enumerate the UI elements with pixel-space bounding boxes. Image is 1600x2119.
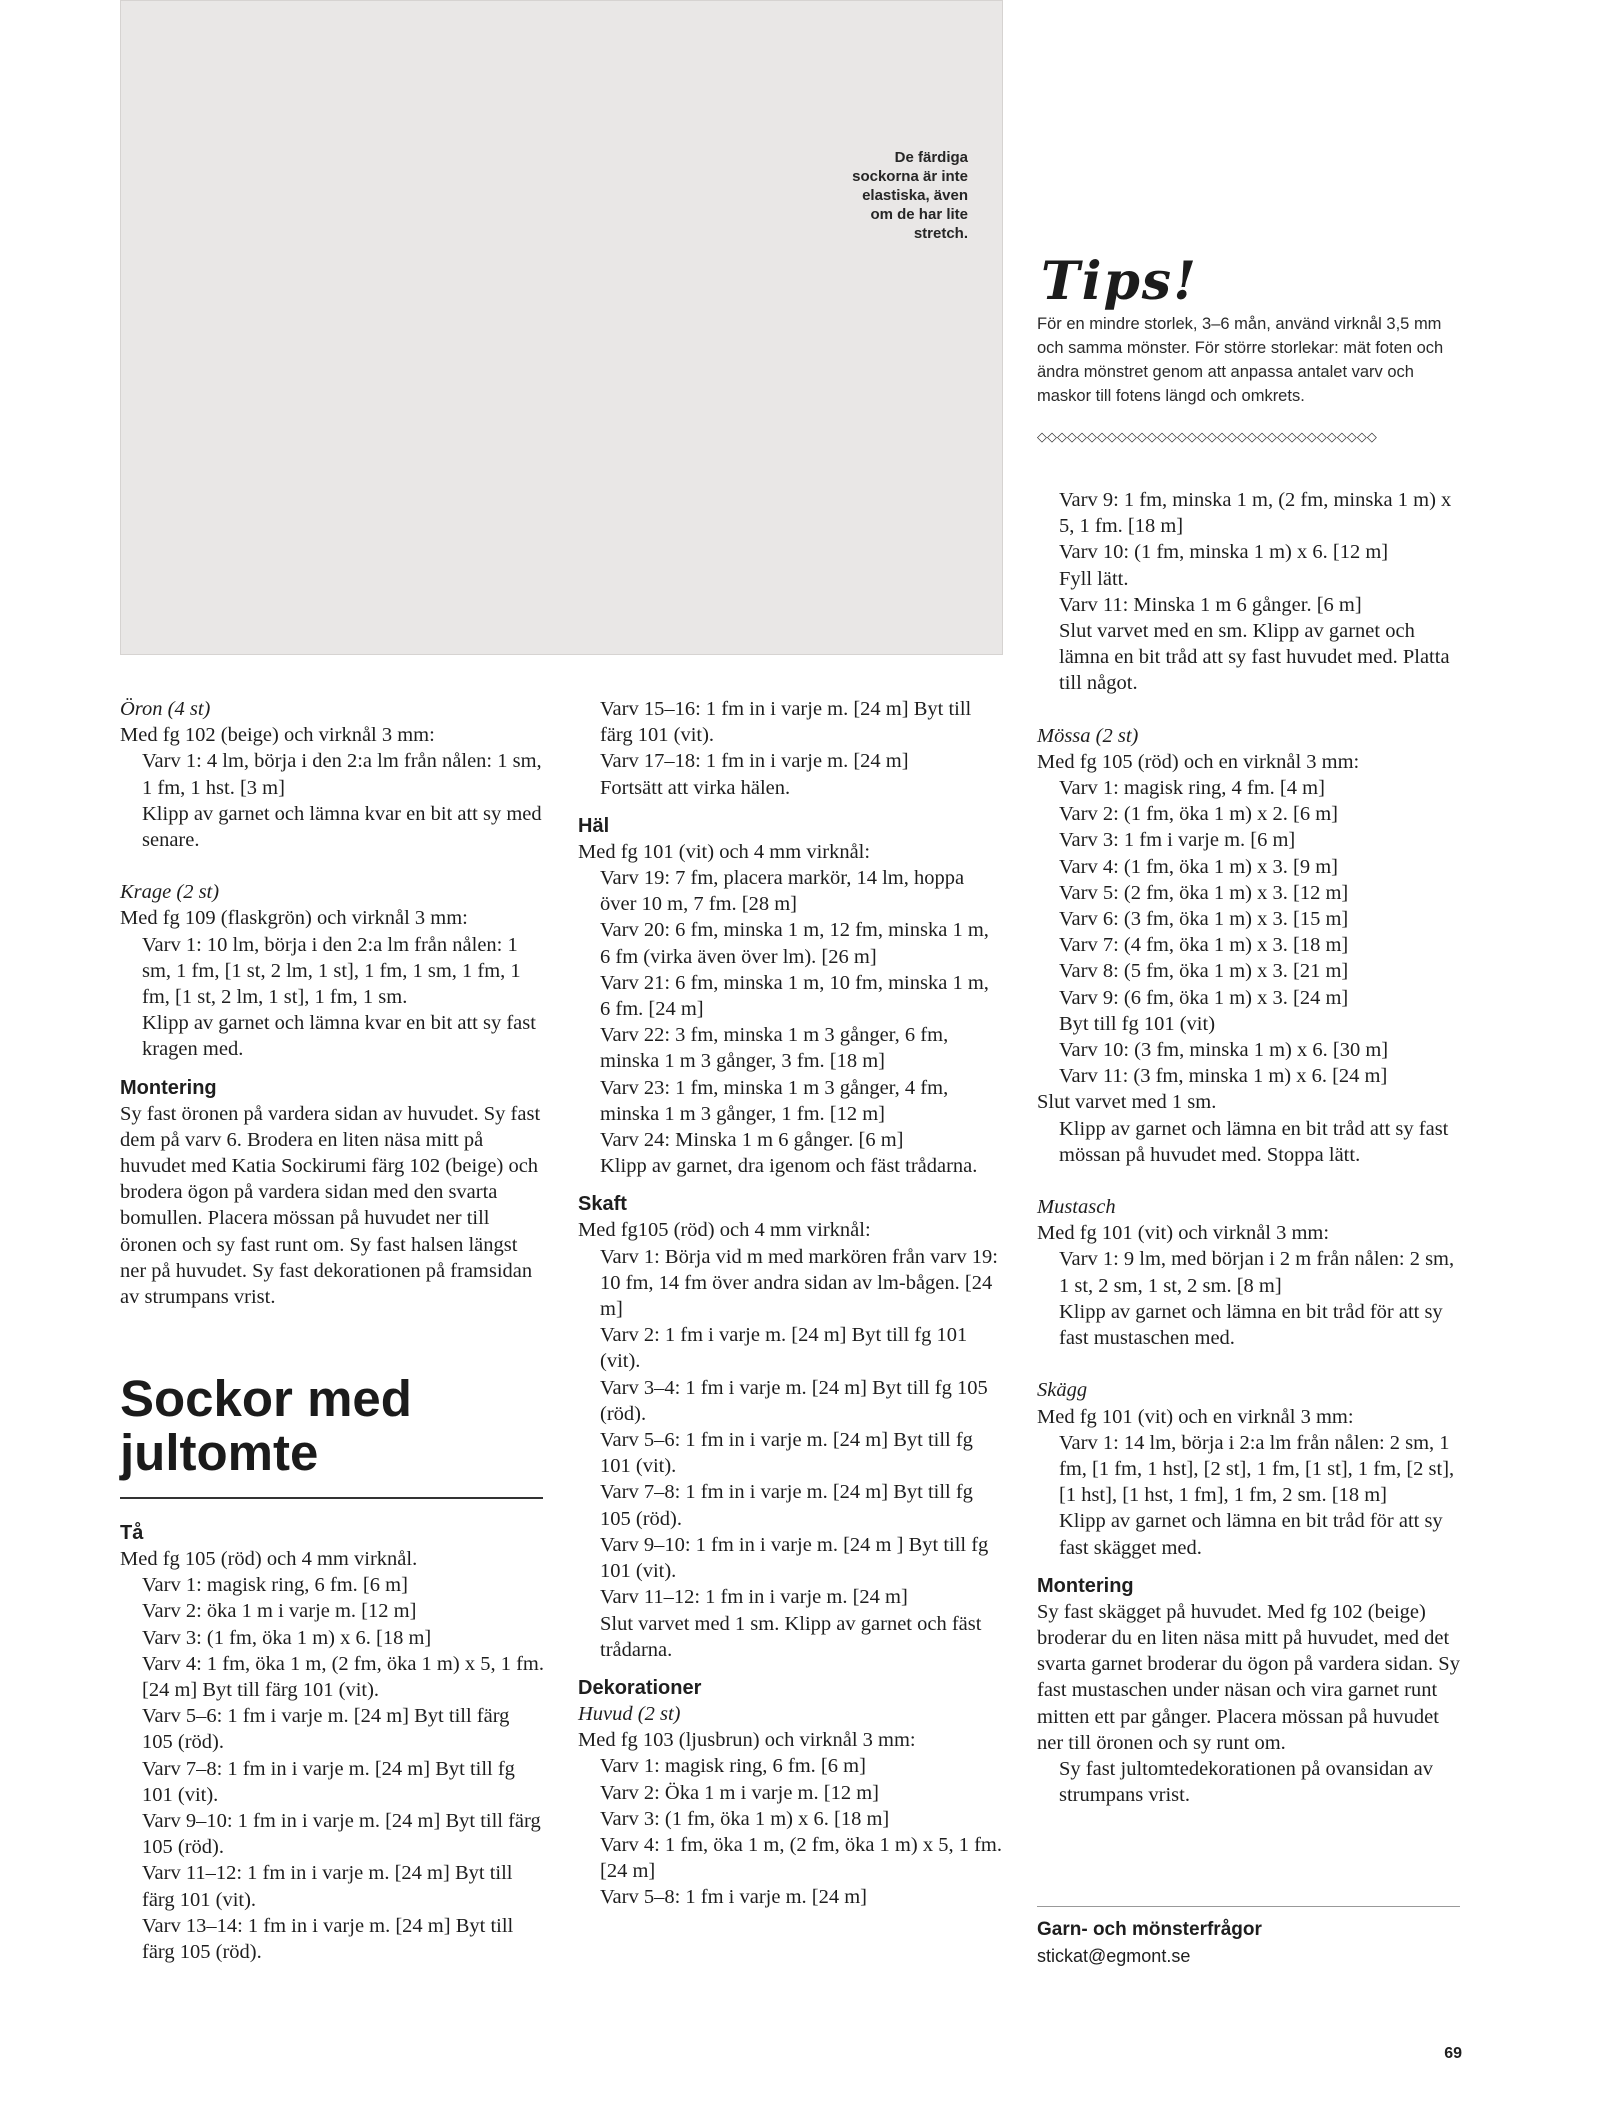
instruction-line: Med fg 109 (flaskgrön) och virknål 3 mm: — [120, 907, 468, 930]
section-heading: Skaft — [578, 1193, 627, 1216]
instruction-line: Med fg 103 (ljusbrun) och virknål 3 mm: — [578, 1729, 916, 1752]
column-1 — [120, 696, 545, 1310]
instruction-line: Varv 1: magisk ring, 4 fm. [4 m] — [1059, 777, 1325, 800]
instruction-line: Varv 15–16: 1 fm in i varje m. [24 m] Byt till färg 101 (vit). — [600, 698, 972, 747]
subsection-title: Skägg — [1037, 1379, 1088, 1402]
instruction-line: Varv 9: 1 fm, minska 1 m, (2 fm, minska 1 m) x 5, 1 fm. [18 m] — [1059, 489, 1452, 538]
instruction-line: Varv 9–10: 1 fm in i varje m. [24 m] Byt till färg 105 (röd). — [142, 1810, 541, 1859]
instruction-line: Varv 3–4: 1 fm i varje m. [24 m] Byt till fg 105 (röd). — [600, 1376, 988, 1425]
instruction-line: Varv 6: (3 fm, öka 1 m) x 3. [15 m] — [1059, 908, 1349, 931]
instruction-line: Slut varvet med en sm. Klipp av garnet och lämna en bit tråd att sy fast huvudet med. Platta till något. — [1059, 620, 1450, 695]
instruction-line: Klipp av garnet, dra igenom och fäst trådarna. — [600, 1155, 978, 1178]
instruction-line: Varv 5–8: 1 fm i varje m. [24 m] — [600, 1886, 868, 1909]
tips-text: För en mindre storlek, 3–6 mån, använd virknål 3,5 mm och samma mönster. För större storlekar: mät foten och ändra mönstret genom att anpassa antalet varv och maskor till fotens längd och omkrets. — [1037, 315, 1444, 405]
instruction-line: Varv 1: 10 lm, börja i den 2:a lm från nålen: 1 sm, 1 fm, [1 st, 2 lm, 1 st], 1 fm, 1 sm, 1 fm, 1 fm, [1 st, 2 lm, 1 st], 1 fm, 1 sm. — [142, 933, 521, 1009]
instruction-line: Varv 13–14: 1 fm in i varje m. [24 m] Byt till färg 105 (röd). — [142, 1914, 514, 1964]
instruction-line: Klipp av garnet och lämna en bit tråd för att sy fast mustaschen med. — [1059, 1300, 1443, 1350]
instruction-line: Varv 3: 1 fm i varje m. [6 m] — [1059, 829, 1296, 852]
paragraph: Sy fast jultomtedekorationen på ovansidan av strumpans vrist. — [1059, 1757, 1434, 1807]
instruction-line: Klipp av garnet och lämna en bit tråd för att sy fast skägget med. — [1059, 1510, 1443, 1559]
article-title: Sockor med jultomte — [120, 1370, 412, 1481]
subsection-title: Öron (4 st) — [120, 698, 211, 720]
instruction-line: Klipp av garnet och lämna kvar en bit att sy fast kragen med. — [142, 1012, 536, 1061]
instruction-line: Varv 7–8: 1 fm in i varje m. [24 m] Byt till fg 101 (vit). — [142, 1757, 515, 1806]
instruction-line: Fortsätt att virka hälen. — [600, 776, 791, 799]
instruction-line: Varv 7–8: 1 fm in i varje m. [24 m] Byt till fg 105 (röd). — [600, 1481, 973, 1530]
column-2 — [578, 696, 1003, 1911]
subsection-title: Mössa (2 st) — [1037, 724, 1139, 747]
instruction-line: Varv 1: 9 lm, med början i 2 m från nålen: 2 sm, 1 st, 2 sm, 1 st, 2 sm. [8 m] — [1059, 1248, 1455, 1297]
instruction-line: Varv 24: Minska 1 m 6 gånger. [6 m] — [600, 1129, 904, 1152]
contact-box — [1037, 1917, 1462, 1969]
instruction-line: Fyll lätt. — [1059, 567, 1129, 590]
paragraph: Sy fast skägget på huvudet. Med fg 102 (beige) broderar du en liten näsa mitt på huvudet, med det svarta garnet broderar du ögon på vardera sidan. Sy fast mustaschen under näsan och vira garnet runt mitten ett par gånger. Placera mössan på huvudet ner till öronen och sy runt om. — [1037, 1600, 1460, 1754]
instruction-line: Slut varvet med 1 sm. Klipp av garnet och fäst trådarna. — [600, 1612, 982, 1661]
instruction-line: Varv 3: (1 fm, öka 1 m) x 6. [18 m] — [600, 1807, 890, 1830]
instruction-line: Varv 9–10: 1 fm in i varje m. [24 m ] Byt till fg 101 (vit). — [600, 1533, 989, 1583]
instruction-line: Varv 20: 6 fm, minska 1 m, 12 fm, minska 1 m, 6 fm (virka även över lm). [26 m] — [600, 919, 989, 968]
instruction-line: Varv 19: 7 fm, placera markör, 14 lm, hoppa över 10 m, 7 fm. [28 m] — [600, 867, 965, 916]
instruction-line: Varv 1: 14 lm, börja i 2:a lm från nålen: 2 sm, 1 fm, [1 fm, 1 hst], [2 st], 1 fm, [1 st], 1 fm, [2 st], [1 hst], [1 hst, 1 fm], 1 fm, 2 sm. [18 m] — [1059, 1431, 1455, 1507]
page-number: 69 — [1444, 2045, 1462, 2062]
subsection-title: Krage (2 st) — [120, 881, 220, 904]
instruction-line: Varv 9: (6 fm, öka 1 m) x 3. [24 m] — [1059, 986, 1349, 1009]
title-rule — [120, 1497, 543, 1499]
section-heading: Häl — [578, 814, 610, 837]
paragraph: Sy fast öronen på vardera sidan av huvudet. Sy fast dem på varv 6. Brodera en liten näsa mitt på huvudet med Katia Sockirumi färg 102 (beige) och brodera ögon på vardera sidan med den svarta bomullen. Placera mössan på huvudet ner till öronen och sy fast runt om. Sy fast halsen längst ner på huvudet. Sy fast dekorationen på framsidan av strumpans vrist. — [120, 1102, 541, 1309]
instruction-line: Varv 1: magisk ring, 6 fm. [6 m] — [142, 1574, 408, 1597]
photo-caption: De färdiga sockorna är inte elastiska, även om de har lite stretch. — [852, 149, 968, 242]
instruction-line: Varv 2: öka 1 m i varje m. [12 m] — [142, 1600, 417, 1623]
section-heading: Montering — [120, 1076, 217, 1099]
subsection-title: Mustasch — [1037, 1196, 1116, 1219]
instruction-line: Med fg 101 (vit) och en virknål 3 mm: — [1037, 1405, 1354, 1428]
contact-title: Garn- och mönsterfrågor — [1037, 1919, 1262, 1940]
instruction-line: Varv 17–18: 1 fm in i varje m. [24 m] — [600, 750, 909, 773]
instruction-line: Med fg 101 (vit) och virknål 3 mm: — [1037, 1222, 1330, 1245]
section-heading: Dekorationer — [578, 1676, 702, 1699]
instruction-line: Klipp av garnet och lämna en bit tråd att sy fast mössan på huvudet med. Stoppa lätt. — [1059, 1117, 1449, 1166]
instruction-line: Varv 1: magisk ring, 6 fm. [6 m] — [600, 1755, 866, 1778]
section-heading: Tå — [120, 1522, 144, 1544]
instruction-line: Byt till fg 101 (vit) — [1059, 1012, 1216, 1035]
contact-rule — [1037, 1906, 1460, 1907]
instruction-line: Med fg 105 (röd) och 4 mm virknål. — [120, 1548, 418, 1570]
instruction-line: Med fg105 (röd) och 4 mm virknål: — [578, 1219, 871, 1242]
instruction-line: Varv 5–6: 1 fm in i varje m. [24 m] Byt till fg 101 (vit). — [600, 1429, 973, 1478]
instruction-line: Varv 23: 1 fm, minska 1 m 3 gånger, 4 fm, minska 1 m 3 gånger, 1 fm. [12 m] — [600, 1076, 949, 1125]
instruction-line: Varv 11: (3 fm, minska 1 m) x 6. [24 m] — [1059, 1065, 1388, 1088]
instruction-line: Varv 10: (3 fm, minska 1 m) x 6. [30 m] — [1059, 1039, 1389, 1062]
instruction-line: Varv 4: 1 fm, öka 1 m, (2 fm, öka 1 m) x 5, 1 fm. [24 m] — [600, 1833, 1002, 1883]
instruction-line: Varv 11: Minska 1 m 6 gånger. [6 m] — [1059, 593, 1362, 616]
instruction-line: Varv 21: 6 fm, minska 1 m, 10 fm, minska 1 m, 6 fm. [24 m] — [600, 971, 989, 1021]
instruction-line: Varv 2: (1 fm, öka 1 m) x 2. [6 m] — [1059, 803, 1338, 826]
instruction-line: Varv 10: (1 fm, minska 1 m) x 6. [12 m] — [1059, 541, 1389, 564]
instruction-line: Varv 22: 3 fm, minska 1 m 3 gånger, 6 fm, minska 1 m 3 gånger, 3 fm. [18 m] — [600, 1024, 949, 1073]
instruction-line: Varv 11–12: 1 fm in i varje m. [24 m] — [600, 1586, 908, 1609]
instruction-line: Varv 4: (1 fm, öka 1 m) x 3. [9 m] — [1059, 855, 1338, 878]
product-photo — [120, 0, 1003, 655]
decorative-divider: ◇◇◇◇◇◇◇◇◇◇◇◇◇◇◇◇◇◇◇◇◇◇◇◇◇◇◇◇◇◇◇◇◇◇ — [1037, 430, 1377, 444]
instruction-line: Varv 2: 1 fm i varje m. [24 m] Byt till fg 101 (vit). — [600, 1324, 968, 1373]
instruction-line: Varv 8: (5 fm, öka 1 m) x 3. [21 m] — [1059, 960, 1349, 983]
instruction-line: Varv 7: (4 fm, öka 1 m) x 3. [18 m] — [1059, 934, 1349, 957]
instruction-line: Varv 5–6: 1 fm i varje m. [24 m] Byt till färg 105 (röd). — [142, 1705, 510, 1754]
tips-box — [1037, 252, 1455, 425]
instruction-line: Klipp av garnet och lämna kvar en bit att sy med senare. — [142, 802, 542, 852]
instruction-line: Varv 3: (1 fm, öka 1 m) x 6. [18 m] — [142, 1626, 432, 1649]
instruction-line: Slut varvet med 1 sm. — [1037, 1091, 1217, 1114]
instruction-line: Med fg 102 (beige) och virknål 3 mm: — [120, 724, 435, 747]
instruction-line: Varv 4: 1 fm, öka 1 m, (2 fm, öka 1 m) x 5, 1 fm. [24 m] Byt till färg 101 (vit). — [142, 1652, 544, 1702]
instruction-line: Varv 11–12: 1 fm in i varje m. [24 m] Byt till färg 101 (vit). — [142, 1862, 513, 1911]
instruction-line: Varv 1: Börja vid m med markören från varv 19: 10 fm, 14 fm över andra sidan av lm-bågen. [24 m] — [600, 1245, 998, 1321]
section-heading: Montering — [1037, 1574, 1134, 1597]
instruction-line: Varv 2: Öka 1 m i varje m. [12 m] — [600, 1781, 879, 1804]
instruction-line: Med fg 105 (röd) och en virknål 3 mm: — [1037, 750, 1360, 773]
instruction-line: Varv 1: 4 lm, börja i den 2:a lm från nålen: 1 sm, 1 fm, 1 hst. [3 m] — [142, 750, 542, 799]
subsection-title: Huvud (2 st) — [578, 1702, 681, 1725]
tips-title: Tips! — [1041, 251, 1198, 312]
contact-email[interactable]: stickat@egmont.se — [1037, 1946, 1191, 1966]
column-3 — [1037, 487, 1462, 1808]
column-1-lower — [120, 1520, 545, 1965]
instruction-line: Varv 5: (2 fm, öka 1 m) x 3. [12 m] — [1059, 881, 1349, 904]
instruction-line: Med fg 101 (vit) och 4 mm virknål: — [578, 840, 871, 863]
